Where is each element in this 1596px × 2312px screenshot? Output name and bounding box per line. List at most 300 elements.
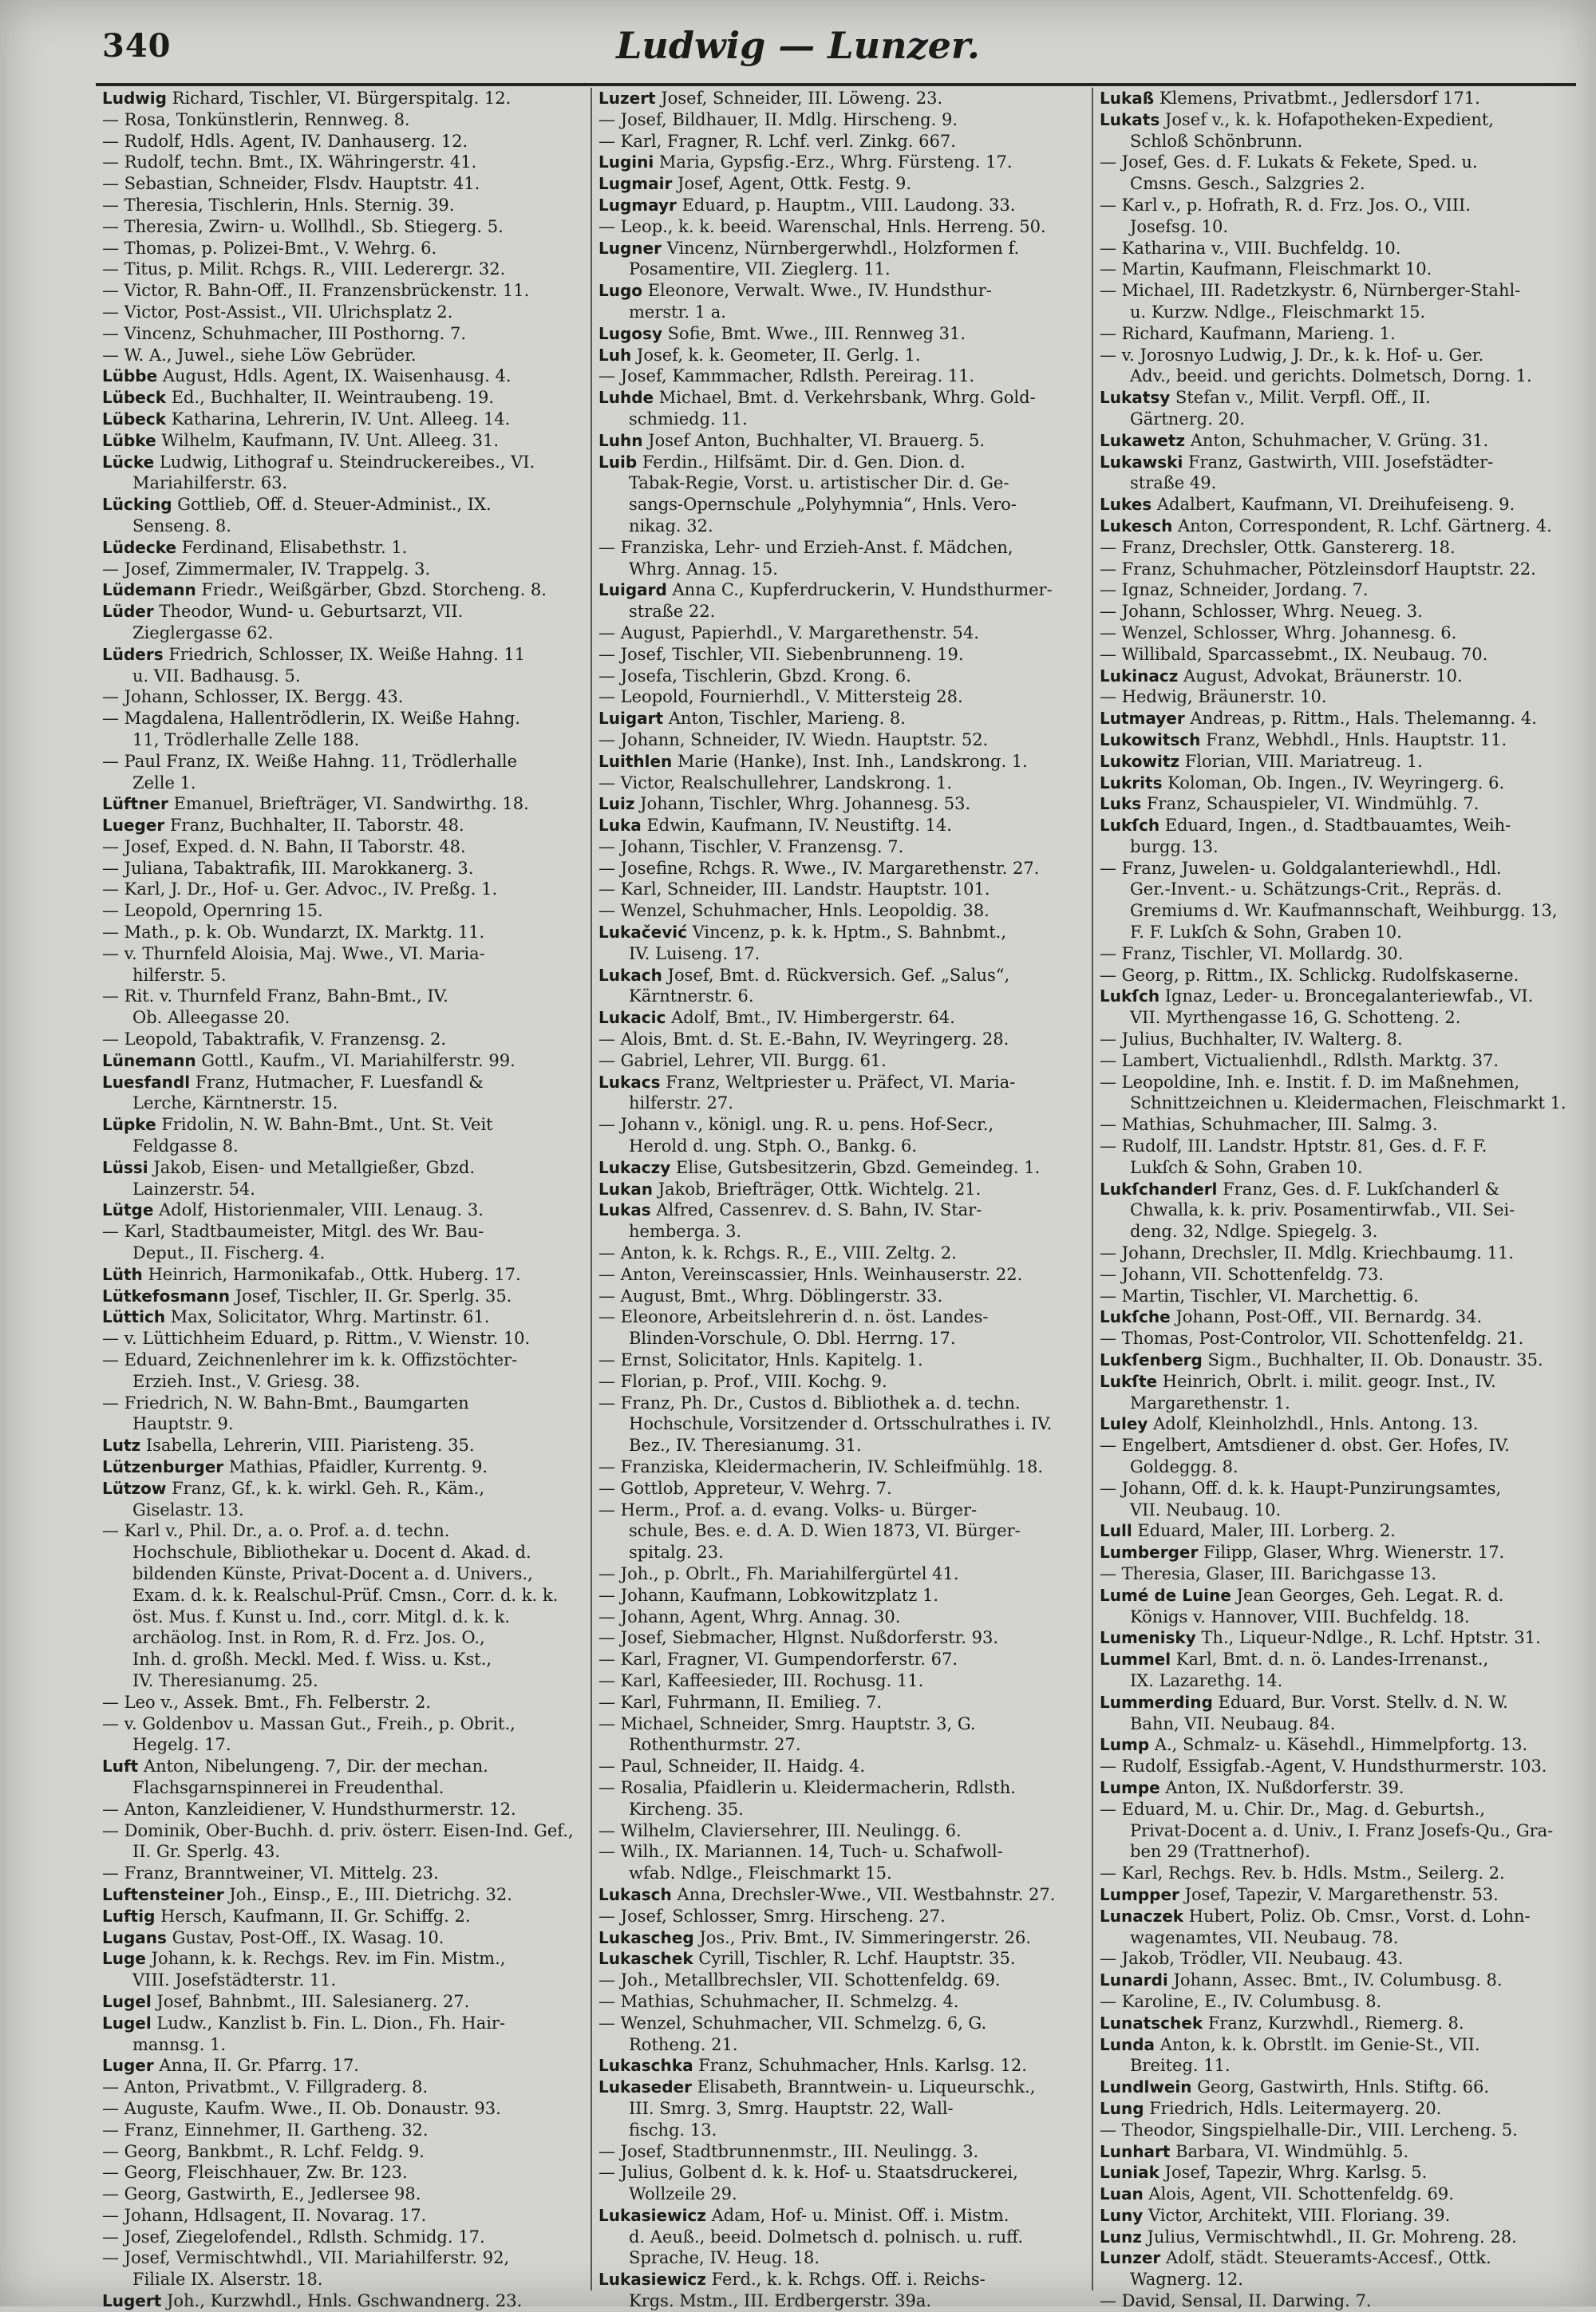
page-number: 340 — [102, 27, 172, 65]
page-title: Ludwig — Lunzer. — [616, 24, 980, 67]
entry-details: — Leo v., Assek. Bmt., Fh. Felberstr. 2. — [102, 1692, 432, 1712]
entry-details: u. VII. Badhausg. 5. — [132, 666, 301, 686]
entry-details: — Karl, Fragner, VI. Gumpendorferstr. 67. — [598, 1650, 958, 1670]
entry-details: — Johann, Schlosser, Whrg. Neueg. 3. — [1100, 602, 1423, 622]
entry-surname: Lüssi — [102, 1157, 148, 1177]
entry-details: — Wilhelm, Claviersehrer, III. Neulingg. 6. — [598, 1820, 962, 1840]
entry-details: Anna, II. Gr. Pfarrg. 17. — [153, 2056, 359, 2076]
entry-details: — Julius, Buchhalter, IV. Walterg. 8. — [1100, 1030, 1403, 1049]
directory-entry-line — [598, 1371, 1085, 1393]
entry-surname: Luesfandl — [102, 1072, 191, 1092]
directory-entry-line — [1100, 472, 1586, 494]
directory-entry-line — [598, 537, 1085, 559]
entry-surname: Lunda — [1100, 2034, 1156, 2054]
entry-details: d. Aeuß., beeid. Dolmetsch d. polnisch. u. ruff. — [629, 2227, 1024, 2247]
directory-entry-line — [598, 1563, 1085, 1585]
entry-details: Edwin, Kaufmann, IV. Neustiftg. 14. — [641, 816, 952, 836]
entry-surname: Lueger — [102, 816, 165, 836]
entry-details: — Rudolf, III. Landstr. Hptstr. 81, Ges. d. F. F. — [1100, 1136, 1487, 1156]
entry-details: Lainzerstr. 54. — [132, 1179, 255, 1199]
entry-details: Florian, VIII. Mariatreug. 1. — [1179, 751, 1423, 771]
entry-surname: Lübbe — [102, 366, 158, 386]
directory-entry-line — [598, 708, 1085, 729]
entry-details: — Friedrich, N. W. Bahn-Bmt., Baumgarten — [102, 1393, 469, 1413]
entry-surname: Luniak — [1100, 2163, 1159, 2183]
entry-details: Anton, IX. Nußdorferstr. 39. — [1159, 1777, 1404, 1797]
entry-details: Feldgasse 8. — [132, 1136, 239, 1156]
entry-details: Marie (Hanke), Inst. Inh., Landskrong. 1. — [672, 751, 1028, 771]
entry-details: Jakob, Eisen- und Metallgießer, Gbzd. — [148, 1157, 475, 1177]
entry-details: Friedrich, Hdls. Leitermayerg. 20. — [1144, 2098, 1442, 2118]
entry-details: Sprache, IV. Heug. 18. — [629, 2248, 820, 2268]
entry-details: Wagnerg. 12. — [1130, 2270, 1243, 2290]
entry-details: — Eduard, Zeichnenlehrer im k. k. Offizstöchter- — [102, 1350, 518, 1370]
entry-surname: Lukasiewicz — [598, 2270, 706, 2290]
entry-surname: Lummerding — [1100, 1692, 1213, 1712]
directory-entry-line — [102, 1179, 585, 1200]
entry-details: — Herm., Prof. a. d. evang. Volks- u. Bürger- — [598, 1500, 978, 1520]
entry-details: — Eleonore, Arbeitslehrerin d. n. öst. Landes- — [598, 1307, 989, 1327]
entry-surname: Luhn — [598, 430, 643, 450]
directory-entry-line — [1100, 366, 1586, 387]
entry-details: — Leopold, Opernring 15. — [102, 901, 323, 921]
directory-entry-line — [102, 1264, 585, 1286]
entry-details: Stefan v., Milit. Verpfl. Off., II. — [1170, 388, 1431, 408]
directory-entry-line — [102, 173, 585, 195]
entry-surname: Lunzer — [1100, 2248, 1161, 2268]
directory-entry-line — [102, 238, 585, 259]
entry-details: mannsg. 1. — [132, 2034, 227, 2054]
entry-details: Ferdinand, Elisabethstr. 1. — [176, 537, 408, 557]
directory-entry-line — [1100, 1863, 1586, 1884]
entry-details: — Dominik, Ober-Buchh. d. priv. österr. Eisen-Ind. Gef., — [102, 1820, 574, 1840]
entry-surname: Lugosy — [598, 323, 662, 343]
directory-entry-line — [102, 2290, 585, 2312]
entry-details: Eduard, Maler, III. Lorberg. 2. — [1132, 1521, 1396, 1541]
directory-entry-line — [1100, 815, 1586, 836]
directory-entry-line — [598, 195, 1085, 216]
entry-details: Franz, Webhdl., Hnls. Hauptstr. 11. — [1200, 729, 1507, 749]
directory-entry-line — [1100, 1478, 1586, 1500]
directory-entry-line — [598, 472, 1085, 494]
directory-entry-line — [598, 1627, 1085, 1649]
entry-details: — Juliana, Tabaktrafik, III. Marokkanerg. 3. — [102, 858, 474, 878]
entry-details: — Thomas, p. Polizei-Bmt., V. Wehrg. 6. — [102, 238, 437, 258]
entry-details: burgg. 13. — [1130, 836, 1219, 856]
entry-details: Sigm., Buchhalter, II. Ob. Donaustr. 35. — [1202, 1350, 1543, 1370]
entry-details: — Karl v., p. Hofrath, R. d. Frz. Jos. O., VIII. — [1100, 195, 1472, 215]
entry-details: Adolf, Bmt., IV. Himbergerstr. 64. — [666, 1008, 955, 1028]
directory-entry-line — [598, 1927, 1085, 1949]
entry-surname: Lugert — [102, 2291, 162, 2311]
directory-entry-line — [1100, 1756, 1586, 1777]
entry-details: — Florian, p. Prof., VIII. Kochg. 9. — [598, 1371, 887, 1391]
directory-entry-line — [598, 1007, 1085, 1029]
entry-surname: Lugans — [102, 1927, 167, 1947]
entry-details: — Rudolf, Hdls. Agent, IV. Danhauserg. 12. — [102, 131, 468, 151]
entry-details: — Rudolf, techn. Bmt., IX. Währingerstr. 41. — [102, 152, 477, 172]
directory-entry-line — [598, 409, 1085, 430]
directory-entry-line — [102, 1713, 585, 1735]
entry-details: — Josef, Ges. d. F. Lukats & Fekete, Sped. u. — [1100, 152, 1478, 172]
entry-details: — Johann, Drechsler, II. Mdlg. Kriechbaumg. 11. — [1100, 1243, 1514, 1263]
directory-entry-line — [102, 1350, 585, 1371]
entry-details: — Hedwig, Bräunerstr. 10. — [1100, 687, 1327, 707]
directory-entry-line — [102, 836, 585, 858]
entry-details: — Ignaz, Schneider, Jordang. 7. — [1100, 580, 1369, 600]
entry-surname: Luithlen — [598, 751, 673, 771]
entry-details: Friedrich, Schlosser, IX. Weiße Hahng. 11 — [163, 644, 526, 664]
directory-entry-line — [102, 366, 585, 387]
entry-details: Filipp, Glaser, Whrg. Wienerstr. 17. — [1198, 1543, 1505, 1563]
directory-entry-line — [1100, 131, 1586, 152]
entry-surname: Lücke — [102, 452, 155, 472]
entry-details: Eduard, Ingen., d. Stadtbauamtes, Weih- — [1159, 816, 1511, 836]
entry-details: Franz, Kurzwhdl., Riemerg. 8. — [1203, 2013, 1464, 2033]
entry-details: — Mathias, Schuhmacher, III. Salmg. 3. — [1100, 1115, 1438, 1135]
directory-entry-line — [598, 2247, 1085, 2269]
entry-details: Cyrill, Tischler, R. Lchf. Hauptstr. 35. — [693, 1949, 1016, 1969]
directory-entry-line — [102, 195, 585, 216]
directory-entry-line — [1100, 2120, 1586, 2141]
entry-details: Alfred, Cassenrev. d. S. Bahn, IV. Star- — [650, 1200, 982, 1220]
entry-surname: Luny — [1100, 2205, 1144, 2225]
entry-details: — Math., p. k. Ob. Wundarzt, IX. Marktg. 11. — [102, 923, 485, 943]
entry-surname: Luftensteiner — [102, 1884, 224, 1904]
entry-surname: Lugini — [598, 152, 654, 172]
directory-entry-line — [1100, 1435, 1586, 1456]
entry-details: Johann, k. k. Rechgs. Rev. im Fin. Mistm., — [145, 1949, 506, 1969]
directory-entry-line — [598, 345, 1085, 366]
directory-entry-line — [1100, 302, 1586, 323]
directory-entry-line — [102, 1393, 585, 1414]
entry-details: — Karl, Schneider, III. Landstr. Hauptstr. 101. — [598, 879, 990, 899]
entry-details: Franz, Buchhalter, II. Taborstr. 48. — [164, 816, 464, 836]
directory-entry-line — [1100, 409, 1586, 430]
entry-details: Kärntnerstr. 6. — [629, 986, 754, 1006]
directory-entry-line — [1100, 2247, 1586, 2269]
entry-details: — Joh., p. Obrlt., Fh. Mariahilfergürtel 41. — [598, 1563, 959, 1583]
directory-entry-line — [598, 1093, 1085, 1114]
directory-entry-line — [1100, 1350, 1586, 1371]
entry-surname: Luley — [1100, 1414, 1148, 1434]
directory-entry-line — [598, 2120, 1085, 2141]
entry-surname: Lukan — [598, 1179, 654, 1199]
entry-surname: Lummel — [1100, 1650, 1171, 1670]
entry-surname: Ludwig — [102, 89, 167, 108]
entry-details: Georg, Gastwirth, Hnls. Stiftg. 66. — [1191, 2077, 1490, 2097]
entry-details: Ferdin., Hilfsämt. Dir. d. Gen. Dion. d. — [637, 452, 966, 472]
entry-surname: Lukrits — [1100, 773, 1163, 792]
entry-details: — Josef, Schlosser, Smrg. Hirscheng. 27. — [598, 1906, 946, 1926]
directory-entry-line — [1100, 1991, 1586, 2013]
entry-details: Adam, Hof- u. Minist. Off. i. Mistm. — [705, 2205, 1009, 2225]
entry-details: Johann, Assec. Bmt., IV. Columbusg. 8. — [1167, 1970, 1503, 1990]
directory-entry-line — [1100, 2055, 1586, 2077]
entry-surname: Lukſte — [1100, 1371, 1158, 1391]
directory-entry-line — [598, 1114, 1085, 1136]
directory-entry-line — [1100, 922, 1586, 943]
directory-entry-line — [598, 1264, 1085, 1286]
entry-details: — Anton, k. k. Rchgs. R., E., VIII. Zeltg. 2. — [598, 1243, 957, 1263]
directory-entry-line — [598, 259, 1085, 280]
directory-entry-line — [598, 1520, 1085, 1542]
directory-entry-line — [598, 1157, 1085, 1179]
entry-details: — Johann, Tischler, V. Franzensg. 7. — [598, 836, 904, 856]
directory-entry-line — [1100, 1114, 1586, 1136]
directory-entry-line — [598, 751, 1085, 773]
directory-entry-line — [102, 943, 585, 965]
column-1 — [102, 88, 585, 2311]
entry-surname: Luka — [598, 816, 642, 836]
entry-details: — Magdalena, Hallentrödlerin, IX. Weiße Hahng. — [102, 709, 520, 729]
entry-details: — Anton, Kanzleidiener, V. Hundsthurmerstr. 12. — [102, 1799, 516, 1819]
entry-surname: Lücking — [102, 495, 172, 515]
directory-entry-line — [598, 1649, 1085, 1670]
entry-details: Goldeggg. 8. — [1130, 1457, 1238, 1476]
directory-entry-line — [102, 216, 585, 238]
entry-details: u. Kurzw. Ndlge., Fleischmarkt 15. — [1130, 302, 1426, 322]
directory-entry-line — [598, 2141, 1085, 2163]
entry-details: — Johann, VII. Schottenfeldg. 73. — [1100, 1264, 1384, 1284]
directory-entry-line — [102, 259, 585, 280]
entry-details: Krgs. Mstm., III. Erdbergerstr. 39a. — [629, 2291, 932, 2311]
directory-entry-line — [598, 131, 1085, 152]
entry-details: Anna C., Kupferdruckerin, V. Hundsthurmer- — [666, 580, 1053, 600]
directory-entry-line — [102, 131, 585, 152]
entry-details: fischg. 13. — [629, 2120, 717, 2140]
entry-details: II. Gr. Sperlg. 43. — [132, 1842, 281, 1862]
entry-details: Deput., II. Fischerg. 4. — [132, 1243, 326, 1263]
entry-surname: Luks — [1100, 794, 1142, 814]
entry-details: — Julius, Golbent d. k. k. Hof- u. Staatsdruckerei, — [598, 2163, 1018, 2183]
entry-surname: Luge — [102, 1949, 146, 1969]
entry-surname: Lukes — [1100, 495, 1152, 515]
directory-entry-line — [1100, 1649, 1586, 1670]
entry-details: — Josefa, Tischlerin, Gbzd. Krong. 6. — [598, 666, 911, 686]
entry-details: Adolf, städt. Steueramts-Accesf., Ottk. — [1160, 2248, 1491, 2268]
entry-details: Posamentire, VII. Zieglerg. 11. — [629, 259, 891, 279]
directory-entry-line — [598, 686, 1085, 708]
entry-details: — Karl, Stadtbaumeister, Mitgl. des Wr. Bau- — [102, 1222, 484, 1242]
entry-details: Bez., IV. Theresianumg. 31. — [629, 1436, 862, 1456]
directory-entry-line — [1100, 793, 1586, 815]
entry-details: Anton, Tischler, Marieng. 8. — [663, 709, 906, 729]
entry-details: — Georg, Gastwirth, E., Jedlersee 98. — [102, 2184, 421, 2204]
directory-entry-line — [598, 173, 1085, 195]
column-2 — [598, 88, 1085, 2311]
directory-entry-line — [102, 1841, 585, 1863]
directory-entry-line — [598, 1777, 1085, 1799]
directory-entry-line — [1100, 1970, 1586, 1991]
directory-entry-line — [598, 1050, 1085, 1072]
entry-details: — Josef, Siebmacher, Hlgnst. Nußdorferstr. 93. — [598, 1628, 999, 1648]
entry-details: Th., Liqueur-Ndlge., R. Lchf. Hptstr. 31. — [1195, 1628, 1541, 1648]
directory-entry-line — [1100, 1136, 1586, 1157]
entry-details: Isabella, Lehrerin, VIII. Piaristeng. 35. — [140, 1436, 475, 1456]
entry-details: Franz, Weltpriester u. Präfect, VI. Maria- — [660, 1072, 1016, 1092]
entry-surname: Lull — [1100, 1521, 1132, 1541]
directory-entry-line — [1100, 494, 1586, 516]
directory-entry-line — [598, 1286, 1085, 1307]
entry-details: Flachsgarnspinnerei in Freudenthal. — [132, 1777, 444, 1797]
entry-details: — Leopold, Tabaktrafik, V. Franzensg. 2. — [102, 1030, 447, 1049]
entry-details: — Franziska, Kleidermacherin, IV. Schleifmühlg. 18. — [598, 1457, 1044, 1476]
directory-entry-line — [102, 922, 585, 943]
directory-entry-line — [598, 1820, 1085, 1842]
entry-details: öst. Mus. f. Kunst u. Ind., corr. Mitgl. d. k. k. — [132, 1607, 511, 1626]
directory-entry-line — [598, 366, 1085, 387]
entry-details: Eleonore, Verwalt. Wwe., IV. Hundsthur- — [642, 281, 992, 301]
entry-details: August, Advokat, Bräunerstr. 10. — [1178, 666, 1463, 686]
directory-entry-line — [1100, 1393, 1586, 1414]
directory-entry-line — [598, 965, 1085, 986]
entry-details: Anton, k. k. Obrstlt. im Genie-St., VII. — [1155, 2034, 1480, 2054]
directory-entry-line — [1100, 1007, 1586, 1029]
entry-details: merstr. 1 a. — [629, 302, 726, 322]
entry-details: Elise, Gutsbesitzerin, Gbzd. Gemeindeg. 1. — [670, 1157, 1041, 1177]
directory-entry-line — [1100, 1050, 1586, 1072]
entry-details: deng. 32, Ndlge. Spiegelg. 3. — [1130, 1222, 1378, 1242]
entry-details: Alois, Agent, VII. Schottenfeldg. 69. — [1143, 2184, 1454, 2204]
directory-entry-line — [1100, 1520, 1586, 1542]
directory-entry-line — [102, 2077, 585, 2098]
entry-details: Senseng. 8. — [132, 516, 231, 536]
directory-entry-line — [598, 644, 1085, 666]
entry-details: Ignaz, Leder- u. Broncegalanteriewfab., VI. — [1159, 986, 1534, 1006]
directory-entry-line — [1100, 1585, 1586, 1607]
directory-entry-line — [598, 773, 1085, 794]
entry-details: IV. Theresianumg. 25. — [132, 1670, 318, 1690]
entry-surname: Lüdemann — [102, 580, 196, 600]
entry-details: — Theresia, Zwirn- u. Wollhdl., Sb. Stiegerg. 5. — [102, 216, 504, 236]
directory-entry-line — [1100, 601, 1586, 622]
directory-entry-line — [1100, 773, 1586, 794]
entry-details: Sofie, Bmt. Wwe., III. Rennweg 31. — [662, 323, 966, 343]
entry-details: — Wenzel, Schuhmacher, Hnls. Leopoldig. 38. — [598, 901, 990, 921]
entry-details: — Josef, Exped. d. N. Bahn, II Taborstr. 48. — [102, 836, 466, 856]
entry-details: Julius, Vermischtwhdl., II. Gr. Mohreng. 28. — [1141, 2227, 1517, 2247]
directory-entry-line — [598, 109, 1085, 131]
entry-details: — Georg, p. Rittm., IX. Schlickg. Rudolfskaserne. — [1100, 965, 1519, 985]
entry-surname: Lukſchanderl — [1100, 1179, 1218, 1199]
entry-details: Heinrich, Harmonikafab., Ottk. Huberg. 17. — [142, 1264, 521, 1284]
directory-entry-line — [102, 879, 585, 900]
column-divider — [1092, 88, 1093, 2290]
directory-entry-line — [102, 1884, 585, 1906]
entry-details: Ger.-Invent.- u. Schätzungs-Crit., Repräs. d. — [1130, 879, 1502, 899]
directory-entry-line — [1100, 1072, 1586, 1093]
directory-entry-line — [102, 1221, 585, 1243]
entry-surname: Lütkefosmann — [102, 1286, 231, 1306]
directory-entry-line — [598, 452, 1085, 473]
entry-details: Anton, Nibelungeng. 7, Dir. der mechan. — [138, 1757, 488, 1776]
entry-details: Hersch, Kaufmann, II. Gr. Schiffg. 2. — [155, 1906, 471, 1926]
entry-surname: Lugmair — [598, 174, 673, 194]
directory-entry-line — [598, 1863, 1085, 1884]
entry-details: — Rudolf, Essigfab.-Agent, V. Hundsthurmerstr. 103. — [1100, 1757, 1547, 1776]
directory-entry-line — [102, 430, 585, 452]
directory-entry-line — [102, 1756, 585, 1777]
directory-entry-line — [1100, 1306, 1586, 1328]
directory-entry-line — [1100, 1906, 1586, 1927]
entry-details: Kircheng. 35. — [629, 1799, 744, 1819]
entry-surname: Lukaschka — [598, 2056, 693, 2076]
entry-details: Victor, Architekt, VIII. Floriang. 39. — [1143, 2205, 1451, 2225]
directory-entry-line — [598, 858, 1085, 879]
entry-surname: Lugo — [598, 281, 643, 301]
entry-details: — Victor, Post-Assist., VII. Ulrichsplatz 2. — [102, 302, 453, 322]
entry-details: Rotheng. 21. — [629, 2034, 738, 2054]
directory-entry-line — [598, 1799, 1085, 1820]
directory-entry-line — [102, 2141, 585, 2163]
entry-surname: Lünemann — [102, 1050, 196, 1070]
directory-entry-line — [102, 323, 585, 345]
entry-details: hemberga. 3. — [629, 1222, 742, 1242]
directory-entry-line — [1100, 1563, 1586, 1585]
entry-surname: Lukačević — [598, 923, 687, 943]
directory-entry-line — [102, 409, 585, 430]
directory-entry-line — [102, 2269, 585, 2290]
entry-details: Blinden-Vorschule, O. Dbl. Herrng. 17. — [629, 1329, 956, 1349]
directory-entry-line — [102, 2034, 585, 2056]
directory-entry-line — [598, 216, 1085, 238]
entry-details: Mathias, Pfaidler, Kurrentg. 9. — [223, 1457, 488, 1476]
entry-details: — Franz, Tischler, VI. Mollardg. 30. — [1100, 943, 1404, 963]
entry-details: bildenden Künste, Privat-Docent a. d. Univers., — [132, 1563, 533, 1583]
directory-entry-line — [1100, 879, 1586, 900]
entry-details: Franz, Hutmacher, F. Luesfandl & — [190, 1072, 484, 1092]
entry-details: Gottl., Kaufm., VI. Mariahilferstr. 99. — [196, 1050, 516, 1070]
entry-surname: Lunz — [1100, 2227, 1142, 2247]
entry-surname: Lüftner — [102, 794, 168, 814]
entry-details: — Theresia, Glaser, III. Barichgasse 13. — [1100, 1563, 1437, 1583]
entry-surname: Lumé de Luine — [1100, 1585, 1231, 1605]
directory-entry-line — [1100, 345, 1586, 366]
entry-details: — Josef, Kammmacher, Rdlsth. Pereirag. 11. — [598, 366, 975, 386]
entry-details: archäolog. Inst. in Rom, R. d. Frz. Jos. O., — [132, 1628, 485, 1648]
directory-entry-line — [102, 1243, 585, 1264]
directory-entry-line — [598, 559, 1085, 580]
directory-entry-line — [1100, 1286, 1586, 1307]
entry-surname: Lukascheg — [598, 1927, 694, 1947]
entry-details: Josef, Tapezir, Whrg. Karlsg. 5. — [1159, 2163, 1428, 2183]
directory-entry-line — [102, 1585, 585, 1607]
entry-details: — Karl, Fuhrmann, II. Emilieg. 7. — [598, 1692, 883, 1712]
entry-details: — Joh., Metallbrechsler, VII. Schottenfeldg. 69. — [598, 1970, 1001, 1990]
entry-details: Koloman, Ob. Ingen., IV. Weyringerg. 6. — [1162, 773, 1505, 792]
directory-entry-line — [598, 1884, 1085, 1906]
entry-details: Bahn, VII. Neubaug. 84. — [1130, 1713, 1336, 1733]
entry-details: August, Hdls. Agent, IX. Waisenhausg. 4. — [157, 366, 512, 386]
entry-details: — August, Papierhdl., V. Margarethenstr. 54. — [598, 622, 979, 642]
entry-details: Hauptstr. 9. — [132, 1414, 234, 1434]
entry-surname: Lukacs — [598, 1072, 661, 1092]
entry-details: IV. Luiseng. 17. — [629, 943, 760, 963]
directory-entry-line — [1100, 836, 1586, 858]
entry-details: Ferd., k. k. Rchgs. Off. i. Reichs- — [705, 2270, 986, 2290]
directory-entry-line — [102, 686, 585, 708]
entry-surname: Luft — [102, 1757, 139, 1776]
directory-entry-line — [1100, 1799, 1586, 1820]
entry-details: — Victor, R. Bahn-Off., II. Franzensbrückenstr. 11. — [102, 281, 530, 301]
directory-entry-line — [102, 1734, 585, 1756]
directory-entry-line — [598, 836, 1085, 858]
entry-details: — Paul, Schneider, II. Haidg. 4. — [598, 1757, 866, 1776]
entry-details: — Johann, Off. d. k. k. Haupt-Punzirungsamtes, — [1100, 1478, 1502, 1498]
entry-details: Eduard, p. Hauptm., VIII. Laudong. 33. — [676, 195, 1016, 215]
directory-entry-line — [102, 601, 585, 622]
